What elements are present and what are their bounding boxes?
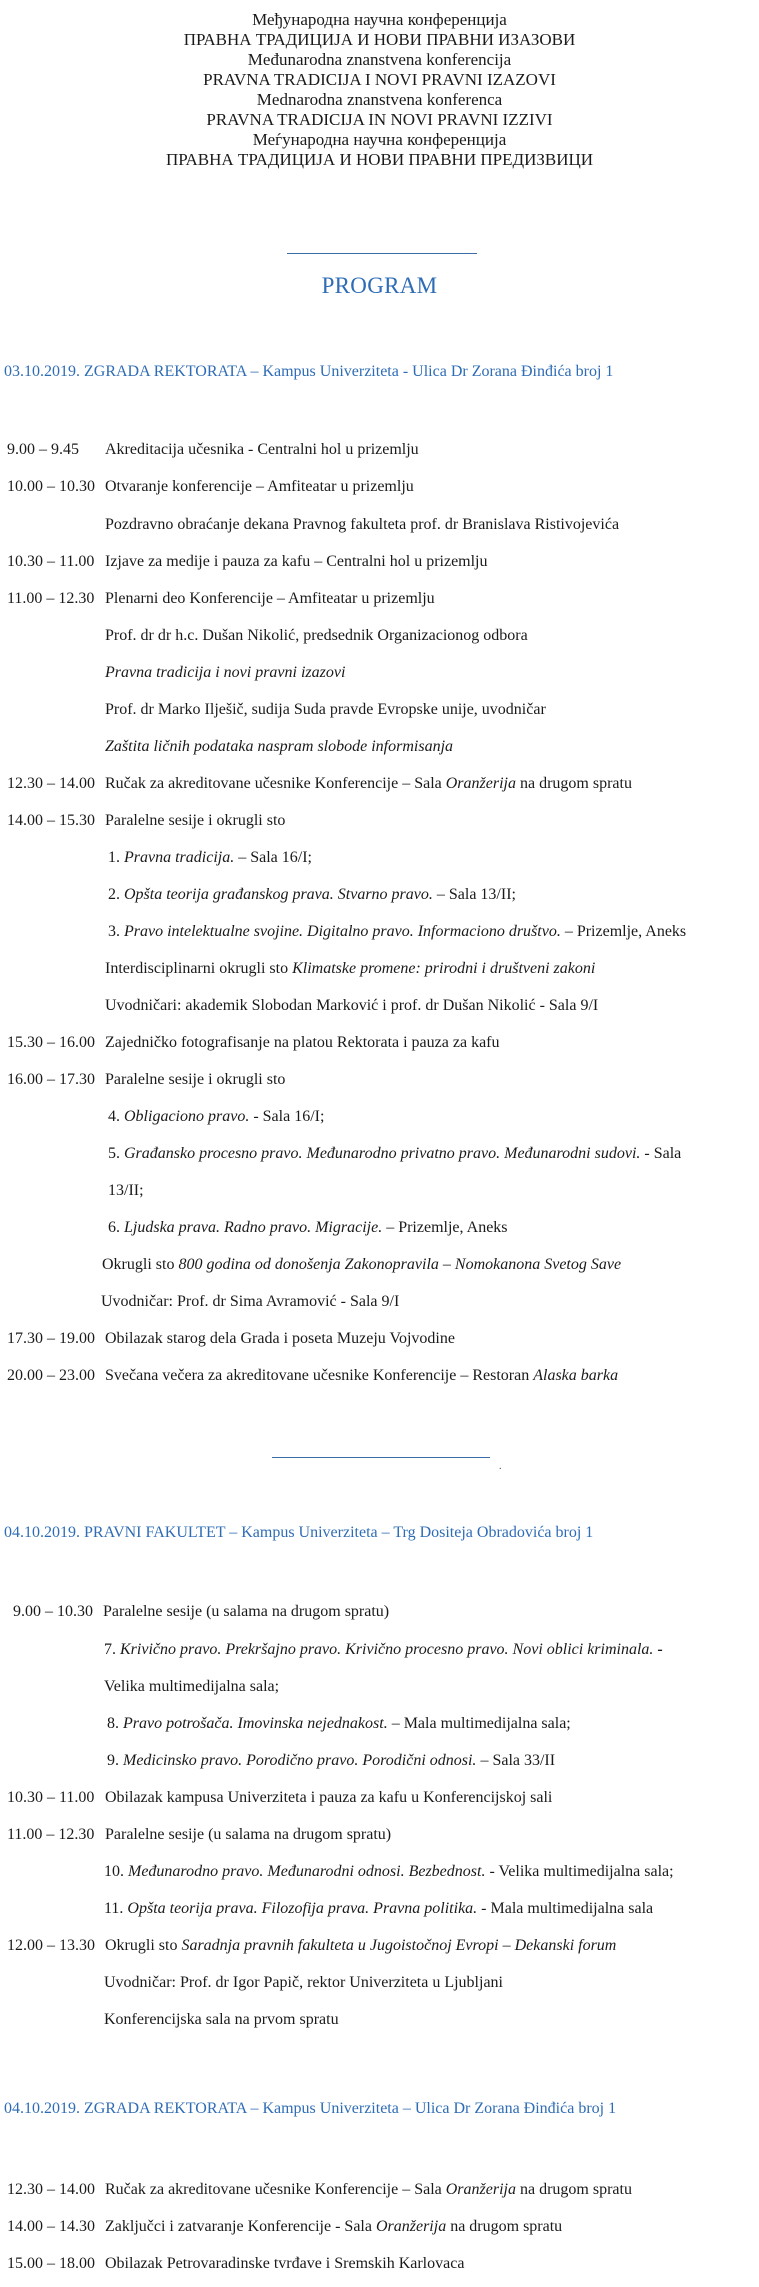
session-6 (108, 1218, 508, 1238)
header-divider (287, 253, 477, 254)
activity: Svečana večera za akreditovane učesnike Konferencije – Restoran (105, 1367, 534, 1384)
day1-row-6: Prof. dr dr h.c. Dušan Nikolić, predsednik Organizacionog odbora (105, 627, 528, 644)
time: 17.30 – 19.00 (7, 1330, 95, 1347)
time: 9.00 – 9.45 (7, 441, 79, 458)
day1-row-11 (7, 811, 285, 831)
time: 11.00 – 12.30 (7, 590, 95, 607)
roundtable-topic: 800 godina od donošenja Zakonopravila – Nomokanona Svetog Save (178, 1256, 622, 1273)
day1-row-3: Pozdravno obraćanje dekana Pravnog fakulteta prof. dr Branislava Ristivojevića (105, 516, 620, 533)
day2-row-11: Uvodničar: Prof. dr Igor Papič, rektor Univerziteta u Ljubljani (104, 1974, 503, 1991)
day2-row-7 (7, 1825, 391, 1845)
activity: Zajedničko fotografisanje na platou Rektorata i pauza za kafu (105, 1034, 500, 1051)
session-7 (104, 1640, 663, 1660)
day1-row-24: Uvodničar: Prof. dr Sima Avramović - Sala 9/I (101, 1293, 400, 1310)
session-room: – Prizemlje, Aneks (560, 923, 687, 940)
day1-row-9 (105, 737, 453, 757)
activity-end: na drugom spratu (515, 775, 632, 792)
session-10 (104, 1862, 674, 1882)
day1-row-1 (7, 440, 419, 460)
day1-row-17 (7, 1033, 500, 1053)
time: 14.00 – 15.30 (7, 812, 95, 829)
header-line-1: Међународна научна конференција (252, 10, 507, 29)
activity: Izjave za medije i pauza za kafu – Centralni hol u prizemlju (105, 553, 488, 570)
day2-row-12: Konferencijska sala na prvom spratu (104, 2011, 339, 2028)
time: 15.30 – 16.00 (7, 1034, 95, 1051)
session-room: – Sala 33/II (476, 1752, 556, 1769)
time: 10.00 – 10.30 (7, 478, 95, 495)
day1-row-8: Prof. dr Marko Ilješič, sudija Suda pravde Evropske unije, uvodničar (105, 701, 546, 718)
venue-name: Oranžerija (375, 2218, 447, 2235)
session-4 (108, 1107, 324, 1127)
session-room: – Prizemlje, Aneks (382, 1219, 508, 1236)
program-title: PROGRAM (321, 273, 438, 298)
activity-end: na drugom spratu (446, 2218, 563, 2235)
session-topic: Medicinsko pravo. Porodično pravo. Porodični odnosi. (123, 1752, 477, 1769)
header-line-4: PRAVNA TRADICIJA I NOVI PRAVNI IZAZOVI (203, 70, 556, 89)
session-number: 5. (108, 1145, 124, 1162)
day1-row-10 (7, 774, 632, 794)
activity: Ručak za akreditovane učesnike Konferencije – Sala (105, 775, 446, 792)
session-topic: Opšta teorija prava. Filozofija prava. Pravna politika. (127, 1900, 478, 1917)
roundtable-label: Okrugli sto (105, 1937, 182, 1954)
session-number: 2. (108, 886, 124, 903)
session-topic: Međunarodno pravo. Međunarodni odnosi. Bezbednost. (128, 1863, 486, 1880)
time: 15.00 – 18.00 (7, 2255, 95, 2272)
divider-dot: . (499, 1461, 502, 1472)
session-room: - Velika multimedijalna sala; (485, 1863, 674, 1880)
session-number: 4. (108, 1108, 124, 1125)
session-2 (108, 885, 516, 905)
header-line-2: ПРАВНА ТРАДИЦИЈА И НОВИ ПРАВНИ ИЗАЗОВИ (183, 30, 576, 49)
day1-row-18 (7, 1070, 285, 1090)
time: 10.30 – 11.00 (7, 1789, 95, 1806)
time: 10.30 – 11.00 (7, 553, 95, 570)
session-number: 11. (104, 1900, 128, 1917)
roundtable-label: Interdisciplinarni okrugli sto (105, 960, 293, 977)
session-topic: Obligaciono pravo. (124, 1108, 250, 1125)
day2-row-10 (7, 1936, 616, 1956)
session-5-cont: 13/II; (108, 1182, 144, 1199)
session-3 (108, 922, 686, 942)
session-topic: Pravo potrošača. Imovinska nejednakost. (123, 1715, 388, 1732)
day1-row-26 (7, 1366, 618, 1386)
day2-heading: 04.10.2019. PRAVNI FAKULTET – Kampus Univerziteta – Trg Dositeja Obradovića broj 1 (4, 1524, 594, 1541)
activity: Paralelne sesije i okrugli sto (105, 812, 286, 829)
day2-row-6 (7, 1788, 552, 1808)
session-room: – Sala 13/II; (432, 886, 516, 903)
session-topic: Opšta teorija građanskog prava. Stvarno pravo. (124, 886, 433, 903)
day3-row-2 (7, 2217, 562, 2237)
time: 12.00 – 13.30 (7, 1937, 95, 1954)
session-1 (108, 848, 312, 868)
session-topic: Građansko procesno pravo. Međunarodno privatno pravo. Međunarodni sudovi. (124, 1145, 641, 1162)
day1-row-5 (7, 589, 435, 609)
session-5 (108, 1144, 681, 1164)
venue-name: Oranžerija (445, 775, 516, 792)
activity: Obilazak kampusa Univerziteta i pauza za kafu u Konferencijskoj sali (105, 1789, 553, 1806)
day1-row-15 (105, 959, 595, 979)
session-room: – Sala 16/I; (234, 849, 312, 866)
session-number: 8. (107, 1715, 123, 1732)
lecture-title: Zaštita ličnih podataka naspram slobode informisanja (105, 738, 454, 755)
header-line-8: ПРАВНА ТРАДИЦИЈА И НОВИ ПРАВНИ ПРЕДИЗВИЦИ (165, 150, 594, 169)
day1-heading: 03.10.2019. ZGRADA REKTORATA – Kampus Univerziteta - Ulica Dr Zorana Đinđića broj 1 (4, 363, 614, 380)
activity: Akreditacija učesnika - Centralni hol u prizemlju (105, 441, 419, 458)
time: 16.00 – 17.30 (7, 1071, 95, 1088)
venue-name: Alaska barka (533, 1367, 619, 1384)
activity-end: na drugom spratu (515, 2181, 632, 2198)
activity: Ručak za akreditovane učesnike Konferencije – Sala (105, 2181, 446, 2198)
session-room: - Sala 16/I; (249, 1108, 325, 1125)
session-number: 10. (104, 1863, 128, 1880)
header-line-3: Međunarodna znanstvena konferencija (247, 50, 512, 69)
session-9 (107, 1751, 555, 1771)
header-line-7: Меѓународна научна конференција (252, 130, 507, 149)
session-number: 7. (104, 1641, 120, 1658)
session-topic: Pravna tradicija. (124, 849, 235, 866)
session-topic: Krivično pravo. Prekršajno pravo. Krivično procesno pravo. Novi oblici kriminala. (120, 1641, 654, 1658)
session-topic: Ljudska prava. Radno pravo. Migracije. (124, 1219, 383, 1236)
day1-row-2 (7, 477, 414, 497)
day1-row-16: Uvodničari: akademik Slobodan Marković i prof. dr Dušan Nikolić - Sala 9/I (105, 997, 599, 1014)
day3-row-3 (7, 2254, 464, 2274)
section-divider (272, 1457, 490, 1458)
activity: Obilazak Petrovaradinske tvrđave i Sremskih Karlovaca (105, 2255, 465, 2272)
time: 11.00 – 12.30 (7, 1826, 95, 1843)
day1-row-25 (7, 1329, 455, 1349)
session-room: – Mala multimedijalna sala; (387, 1715, 571, 1732)
header-line-6: PRAVNA TRADICIJA IN NOVI PRAVNI IZZIVI (206, 110, 553, 129)
time: 9.00 – 10.30 (13, 1603, 93, 1620)
session-number: 3. (108, 923, 124, 940)
activity: Plenarni deo Konferencije – Amfiteatar u prizemlju (105, 590, 435, 607)
session-topic: Pravo intelektualne svojine. Digitalno pravo. Informaciono društvo. (124, 923, 561, 940)
roundtable-topic: Klimatske promene: prirodni i društveni zakoni (292, 960, 596, 977)
time: 12.30 – 14.00 (7, 775, 95, 792)
day3-row-1 (7, 2180, 632, 2200)
roundtable-topic: Saradnja pravnih fakulteta u Jugoistočnoj Evropi – Dekanski forum (181, 1937, 617, 1954)
session-number: 1. (108, 849, 124, 866)
time: 20.00 – 23.00 (7, 1367, 95, 1384)
session-number: 6. (108, 1219, 124, 1236)
roundtable-label: Okrugli sto (102, 1256, 179, 1273)
session-7-cont: Velika multimedijalna sala; (104, 1678, 280, 1695)
activity: Paralelne sesije (u salama na drugom spratu) (103, 1603, 390, 1620)
session-room: - Sala (640, 1145, 682, 1162)
conference-header (0, 10, 759, 170)
session-room: - Mala multimedijalna sala (477, 1900, 654, 1917)
time: 14.00 – 14.30 (7, 2218, 95, 2235)
session-11 (104, 1899, 653, 1919)
activity: Otvaranje konferencije – Amfiteatar u prizemlju (105, 478, 414, 495)
lecture-title: Pravna tradicija i novi pravni izazovi (105, 664, 346, 681)
activity: Zaključci i zatvaranje Konferencije - Sala (105, 2218, 376, 2235)
day1-row-23 (102, 1255, 621, 1275)
day1-row-7 (105, 663, 345, 683)
header-line-5: Mednarodna znanstvena konferenca (256, 90, 503, 109)
day1-row-4 (7, 552, 488, 572)
session-dash: - (653, 1641, 663, 1658)
time: 12.30 – 14.00 (7, 2181, 95, 2198)
session-8 (107, 1714, 571, 1734)
activity: Paralelne sesije (u salama na drugom spratu) (105, 1826, 392, 1843)
day3-heading: 04.10.2019. ZGRADA REKTORATA – Kampus Univerziteta – Ulica Dr Zorana Đinđića broj 1 (4, 2100, 617, 2117)
session-number: 9. (107, 1752, 123, 1769)
venue-name: Oranžerija (445, 2181, 516, 2198)
activity: Paralelne sesije i okrugli sto (105, 1071, 286, 1088)
activity: Obilazak starog dela Grada i poseta Muzeju Vojvodine (105, 1330, 455, 1347)
day2-row-1 (13, 1602, 389, 1622)
